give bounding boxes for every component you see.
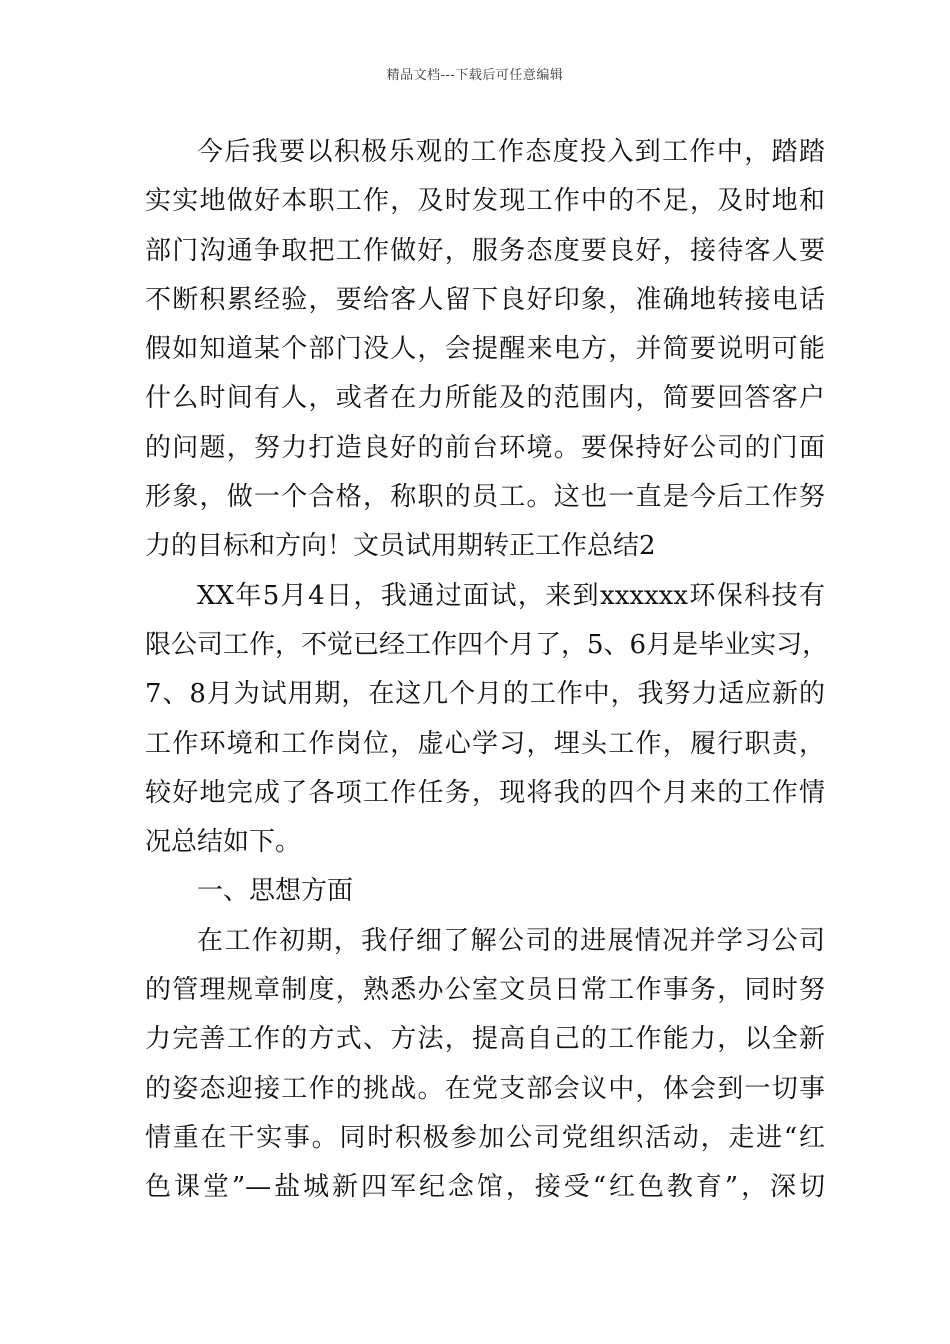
text-line: 力完善工作的方式、方法，提高自己的工作能力，以全新 <box>145 1024 825 1055</box>
text-line: 况总结如下。 <box>145 827 302 858</box>
text-line: 色课堂”—盐城新四军纪念馆，接受“红色教育”，深切 <box>145 1172 825 1203</box>
text-line: 7、8月为试用期，在这几个月的工作中，我努力适应新的 <box>145 679 825 710</box>
section-heading: 一、思想方面 <box>197 876 354 907</box>
text-line: 的管理规章制度，熟悉办公室文员日常工作事务，同时努 <box>145 975 825 1006</box>
text-line: 力的目标和方向！文员试用期转正工作总结2 <box>145 531 656 562</box>
text-line: 假如知道某个部门没人，会提醒来电方，并简要说明可能 <box>145 334 825 365</box>
text-line: 实实地做好本职工作，及时发现工作中的不足，及时地和 <box>145 186 825 217</box>
text-line: 限公司工作，不觉已经工作四个月了，5、6月是毕业实习， <box>145 629 829 660</box>
document-body <box>145 128 829 1213</box>
text-line: 较好地完成了各项工作任务，现将我的四个月来的工作情 <box>145 777 825 808</box>
text-line: 不断积累经验，要给客人留下良好印象，准确地转接电话 <box>145 284 825 315</box>
page-header: 精品文档---下载后可任意编辑 <box>386 68 564 83</box>
text-line: 情重在干实事。同时积极参加公司党组织活动，走进“红 <box>145 1122 825 1153</box>
text-line: 的问题，努力打造良好的前台环境。要保持好公司的门面 <box>145 432 825 463</box>
text-line: 今后我要以积极乐观的工作态度投入到工作中，踏踏 <box>197 137 825 167</box>
text-line: 工作环境和工作岗位，虚心学习，埋头工作，履行职责， <box>145 728 825 759</box>
text-line: 的姿态迎接工作的挑战。在党支部会议中，体会到一切事 <box>145 1073 825 1104</box>
text-line: 什么时间有人，或者在力所能及的范围内，简要回答客户 <box>145 383 825 414</box>
text-line: XX年5月4日，我通过面试，来到xxxxxx环保科技有 <box>197 580 825 611</box>
text-line: 部门沟通争取把工作做好，服务态度要良好，接待客人要 <box>145 235 825 266</box>
text-line: 形象，做一个合格，称职的员工。这也一直是今后工作努 <box>145 482 825 513</box>
text-line: 在工作初期，我仔细了解公司的进展情况并学习公司 <box>197 925 825 956</box>
